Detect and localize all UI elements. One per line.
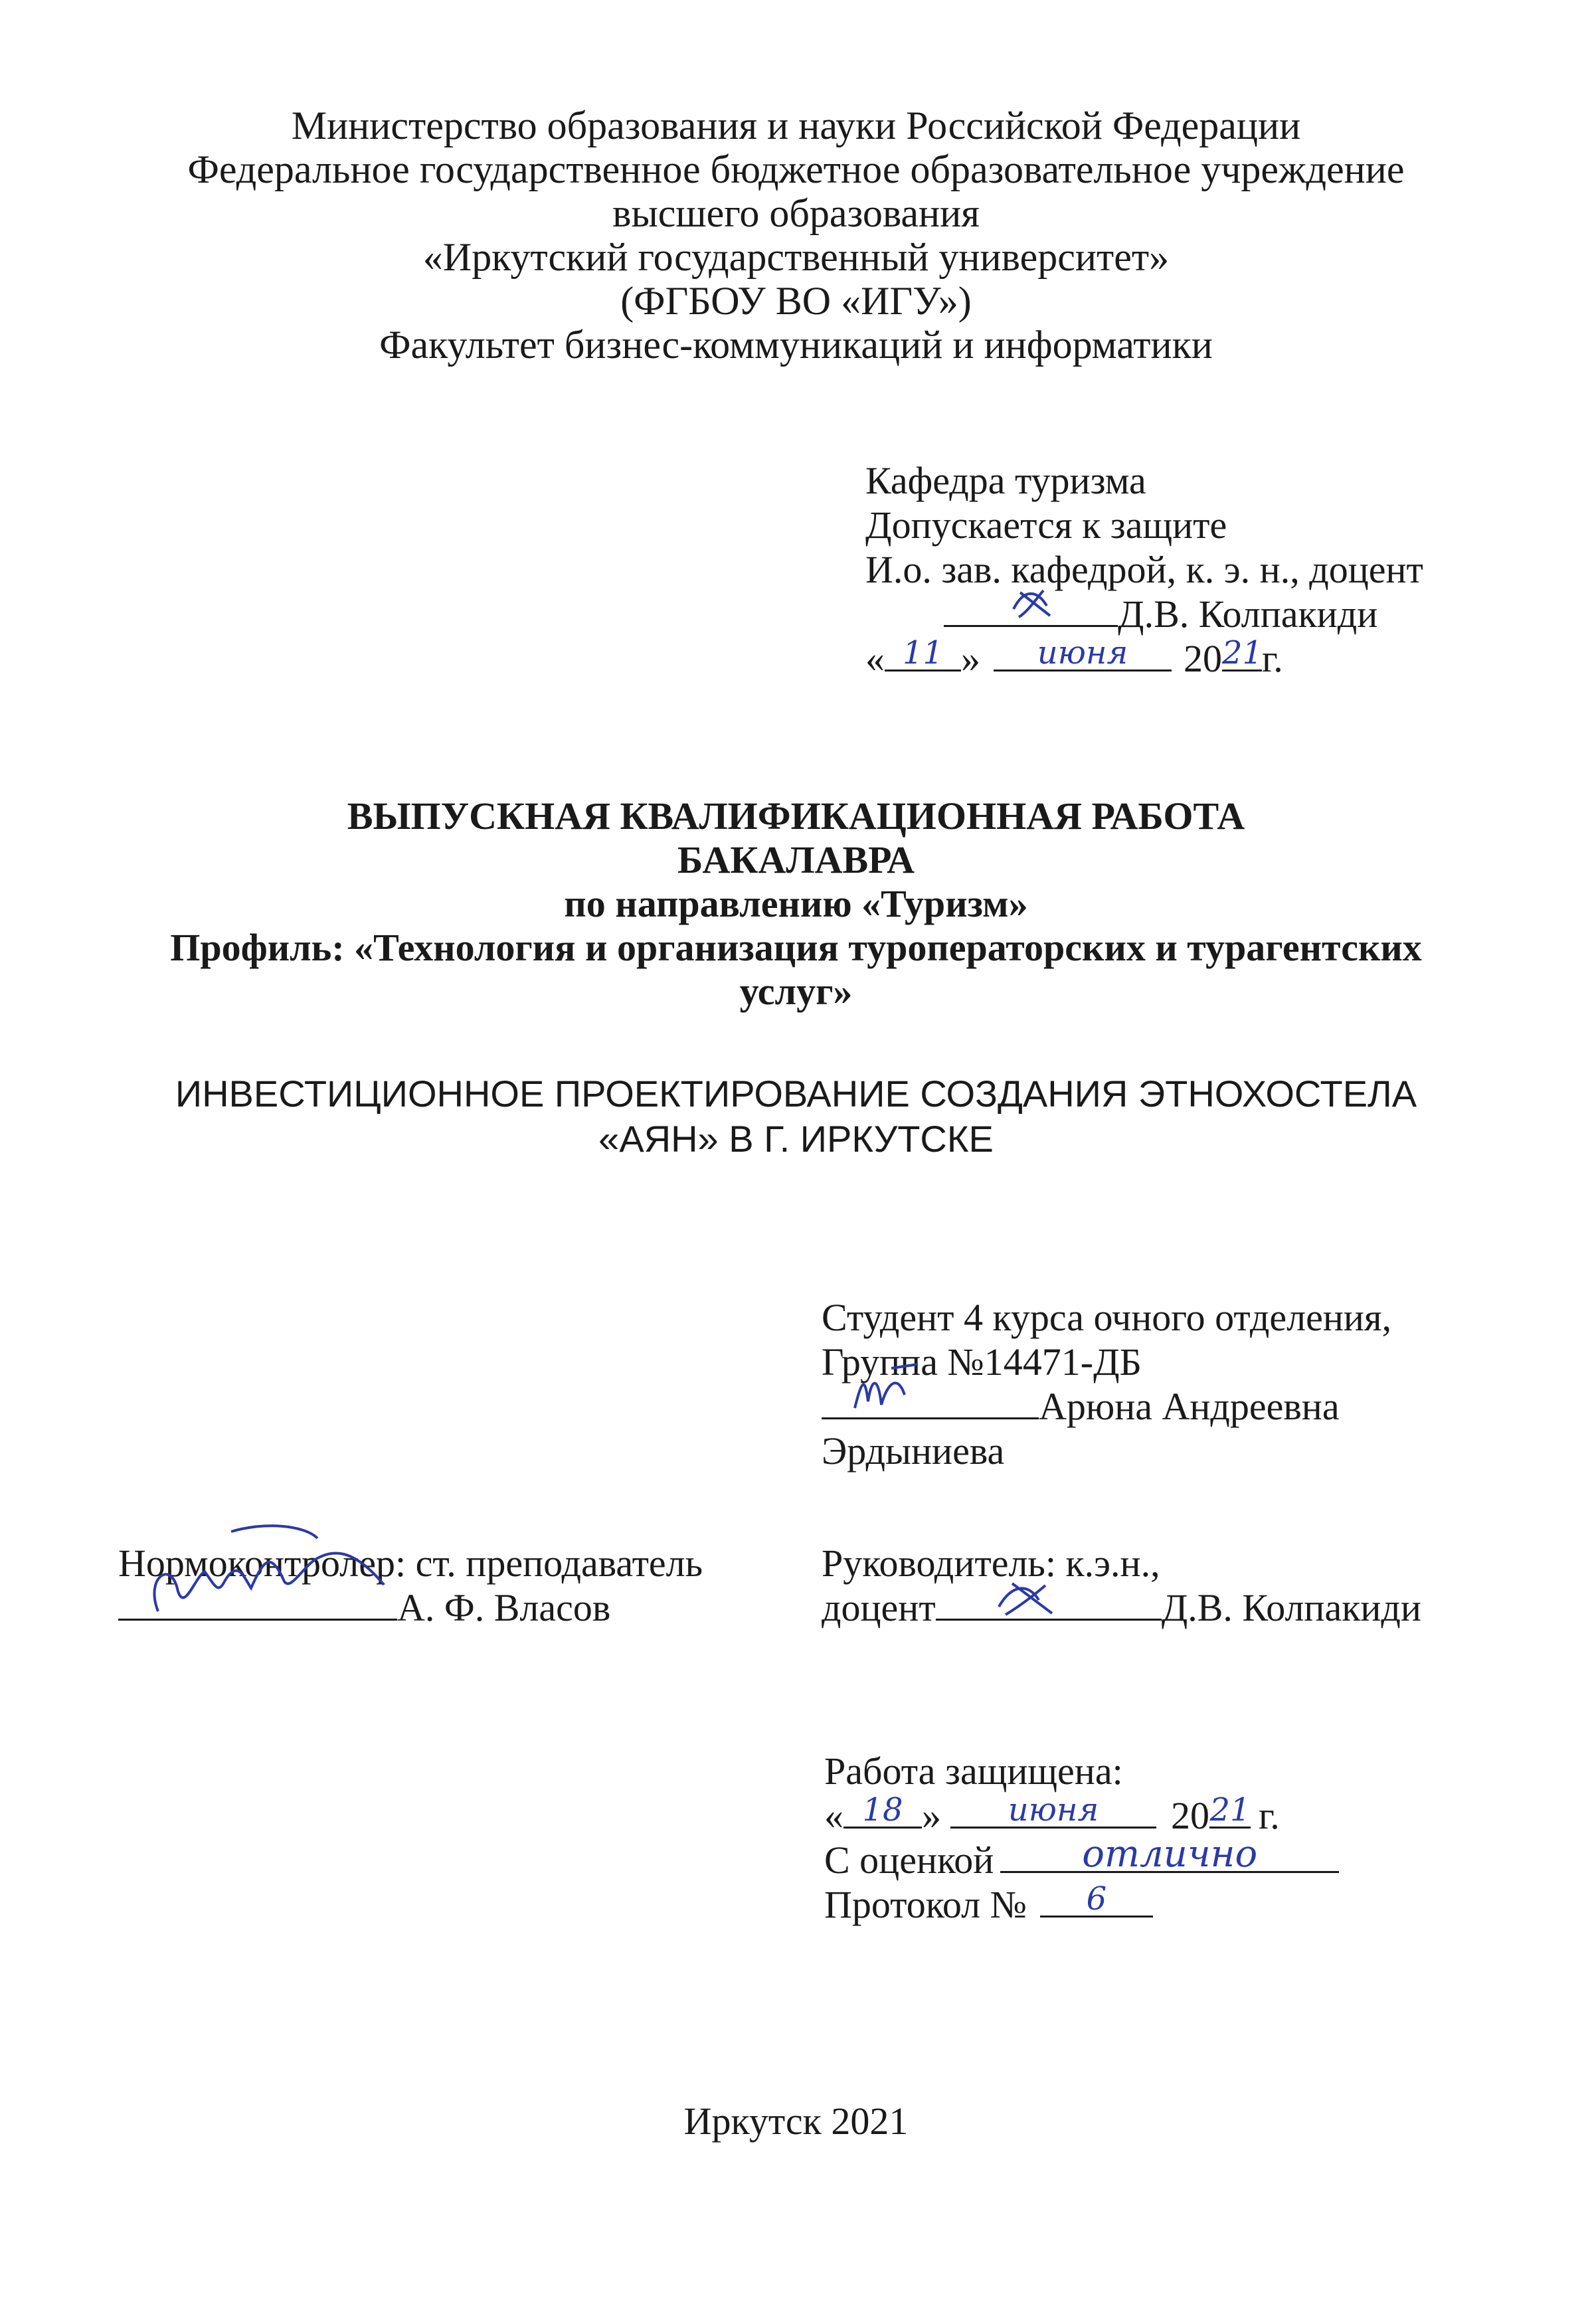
- profile-line2: услуг»: [739, 970, 853, 1013]
- grade-line: [824, 1832, 1339, 1882]
- approval-block: [865, 458, 1423, 681]
- signature-field: [944, 594, 1118, 627]
- supervisor-name: Д.В. Колпакиди: [1161, 1586, 1421, 1629]
- approval-date-day-field: [885, 634, 961, 671]
- defense-date-month: июня: [1008, 1791, 1099, 1829]
- handwritten-signature: [132, 1518, 397, 1618]
- work-title-block: [0, 794, 1592, 1014]
- protocol-field: [1040, 1880, 1153, 1918]
- student-name-part1: Арюна Андреевна: [1039, 1385, 1340, 1428]
- supervisor-signature-field: [936, 1588, 1162, 1621]
- defense-date: « 18 » июня 20 21 г.: [824, 1791, 1280, 1837]
- grade-field: [1000, 1832, 1339, 1876]
- supervisor-block: [822, 1541, 1421, 1630]
- university-abbr: (ФГБОУ ВО «ИГУ»): [620, 279, 972, 323]
- admitted-label: Допускается к защите: [865, 503, 1227, 547]
- approval-date-day: 11: [902, 634, 944, 671]
- defense-date-day-field: [843, 1791, 922, 1829]
- handwritten-signature: [1007, 582, 1060, 622]
- city-year: Иркутск 2021: [683, 2100, 909, 2143]
- protocol-line: [824, 1882, 1339, 1927]
- supervisor-label: Руководитель: к.э.н.,: [822, 1542, 1160, 1585]
- defense-date-day: 18: [862, 1791, 903, 1829]
- student-block: [822, 1295, 1391, 1473]
- university-name: «Иркутский государственный университет»: [422, 235, 1170, 279]
- supervisor-signature-line: [822, 1585, 1421, 1630]
- student-name-part2: Эрдыниева: [822, 1429, 1005, 1473]
- grade-label: С оценкой: [824, 1838, 994, 1882]
- faculty-name: Факультет бизнес-коммуникаций и информатики: [379, 323, 1213, 367]
- approval-date-month: июня: [1037, 634, 1128, 671]
- normocontrol-label: Нормоконтролер: ст. преподаватель: [118, 1542, 703, 1585]
- protocol-label: Протокол №: [824, 1883, 1027, 1926]
- department-label: Кафедра туризма: [865, 459, 1146, 502]
- work-type-line2: БАКАЛАВРА: [677, 838, 915, 881]
- education-level-line: высшего образования: [612, 191, 980, 235]
- institution-type-line: Федеральное государственное бюджетное образовательное учреждение: [187, 147, 1405, 191]
- normocontrol-name: А. Ф. Власов: [397, 1586, 611, 1629]
- handwritten-signature: [992, 1573, 1065, 1620]
- approval-date-year-field: [1222, 634, 1263, 671]
- supervisor-title: доцент: [822, 1586, 936, 1629]
- approval-date-month-field: [994, 634, 1172, 671]
- handwritten-signature: [851, 1362, 925, 1415]
- ministry-line: Министерство образования и науки Российской Федерации: [291, 104, 1301, 147]
- header-block: [0, 104, 1592, 367]
- head-signature-line: [865, 592, 1423, 636]
- normocontrol-signature-line: [118, 1585, 703, 1630]
- defense-date-year-field: [1209, 1791, 1251, 1829]
- approval-date-year: 21: [1222, 634, 1263, 671]
- student-signature-line: [822, 1384, 1391, 1429]
- profile-line1: Профиль: «Технология и организация туроператорских и турагентских: [170, 926, 1422, 969]
- normocontrol-block: [118, 1541, 703, 1630]
- work-type-line1: ВЫПУСКНАЯ КВАЛИФИКАЦИОННАЯ РАБОТА: [347, 794, 1245, 838]
- student-group: Группа №14471-ДБ: [822, 1340, 1142, 1384]
- grade-value: отлично: [1082, 1832, 1258, 1876]
- head-name: Д.В. Колпакиди: [1118, 592, 1378, 636]
- defense-block: [824, 1749, 1339, 1927]
- study-direction: по направлению «Туризм»: [564, 882, 1028, 925]
- student-signature-field: [822, 1387, 1039, 1419]
- protocol-number: 6: [1086, 1880, 1107, 1918]
- topic-line2: «АЯН» В Г. ИРКУТСКЕ: [598, 1118, 994, 1160]
- approval-date: « 11 » июня 20 21 г.: [865, 634, 1283, 680]
- defense-date-year: 21: [1209, 1791, 1251, 1829]
- student-course: Студент 4 курса очного отделения,: [822, 1296, 1392, 1339]
- defense-label: Работа защищена:: [824, 1749, 1123, 1793]
- normocontrol-signature-field: [118, 1588, 397, 1621]
- defense-date-month-field: [950, 1791, 1156, 1829]
- thesis-topic: [0, 1071, 1592, 1162]
- head-position: И.о. зав. кафедрой, к. э. н., доцент: [865, 548, 1423, 591]
- topic-line1: ИНВЕСТИЦИОННОЕ ПРОЕКТИРОВАНИЕ СОЗДАНИЯ ЭТНОХОСТЕЛА: [175, 1073, 1417, 1115]
